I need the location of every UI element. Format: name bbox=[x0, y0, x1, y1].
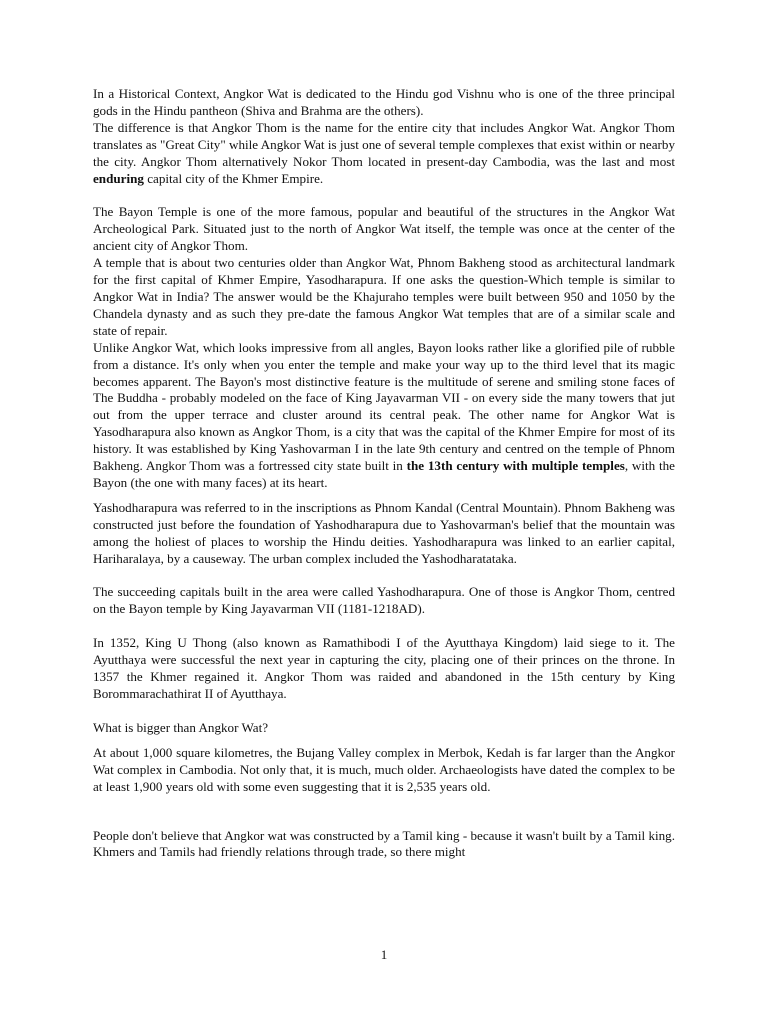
bold-text: the 13th century with multiple temples bbox=[406, 458, 625, 474]
bold-text: enduring bbox=[93, 170, 144, 186]
paragraph-text: The difference is that Angkor Thom is the name for the entire city that includes Angkor Wat. Angkor Thom translates as "Great City" while Angkor Wat is just one of several temple complexes that exist within or nearby the city. Angkor Thom alternatively Nokor Thom located in present-day Cambodia, was the last and most bbox=[93, 119, 675, 169]
paragraph-u-thong-siege: In 1352, King U Thong (also known as Ramathibodi I of the Ayutthaya Kingdom) laid siege to it. The Ayutthaya were successful the next year in capturing the city, placing one of their princes on the throne. In 1357 the Khmer regained it. Angkor Thom was raided and abandoned in the 15th century by King Borommarachathirat II of Ayutthaya. bbox=[93, 635, 675, 701]
paragraph-succeeding-capitals: The succeeding capitals built in the area were called Yashodharapura. One of those is Angkor Thom, centred on the Bayon temple by King Jayavarman VII (1181-1218AD). bbox=[93, 584, 675, 617]
paragraph-yashodharapura: Yashodharapura was referred to in the inscriptions as Phnom Kandal (Central Mountain). Phnom Bakheng was constructed just before the foundation of Yashodharapura due to Yashovarman's belief that the mountain was among the holiest of places to worship the Hindu deities. Yashodharapura was linked to an earlier capital, Hariharalaya, by a causeway. The urban complex included the Yashodharatataka. bbox=[93, 499, 675, 566]
page-number: 1 bbox=[380, 947, 388, 962]
paragraph-unlike-angkor-wat bbox=[93, 340, 675, 492]
paragraph-text: Unlike Angkor Wat, which looks impressive from all angles, Bayon looks rather like a glorified pile of rubble from a distance. It's only when you enter the temple and make your way up to the third level that its magic becomes apparent. The Bayon's most distinctive feature is the multitude of serene and smiling stone faces of The Buddha - probably modeled on the face of King Jayavarman VII - on every side the many towers that jut out from the upper terrace and cluster around its central peak. The other name for Angkor Wat is Yasodharapura also known as Angkor Thom, is a city that was the capital of the Khmer Empire for most of its history. It was established by King Yashovarman I in the late 9th century and centred on the temple of Phnom Bakheng. Angkor Thom was a fortressed city state built in bbox=[93, 339, 675, 474]
paragraph-angkor-thom-difference bbox=[93, 120, 675, 188]
paragraph-bayon-temple: The Bayon Temple is one of the more famous, popular and beautiful of the structures in the Angkor Wat Archeological Park. Situated just to the north of Angkor Wat itself, the temple was once at the center of the ancient city of Angkor Thom. bbox=[93, 204, 675, 254]
paragraph-tamil-king: People don't believe that Angkor wat was constructed by a Tamil king - because it wasn't built by a Tamil king. Khmers and Tamils had friendly relations through trade, so there might bbox=[93, 827, 675, 860]
paragraph-phnom-bakheng: A temple that is about two centuries older than Angkor Wat, Phnom Bakheng stood as architectural landmark for the first capital of Khmer Empire, Yasodharapura. If one asks the question-Which temple is similar to Angkor Wat in India? The answer would be the Khajuraho temples were built between 950 and 1050 by the Chandela dynasty and as such they pre-date the famous Angkor Wat temples that are of a similar scale and state of repair. bbox=[93, 255, 675, 338]
document-body bbox=[93, 86, 675, 861]
paragraph-text: , with the Bayon (the one with many faces) at its heart. bbox=[93, 458, 675, 490]
paragraph-text: capital city of the Khmer Empire. bbox=[143, 170, 324, 186]
paragraph-vishnu-context: In a Historical Context, Angkor Wat is dedicated to the Hindu god Vishnu who is one of the three principal gods in the Hindu pantheon (Shiva and Brahma are the others). bbox=[93, 86, 675, 118]
paragraph-bujang-valley: At about 1,000 square kilometres, the Bujang Valley complex in Merbok, Kedah is far larger than the Angkor Wat complex in Cambodia. Not only that, it is much, much older. Archaeologists have dated the complex to be at least 1,900 years old with some even suggesting that it is 2,535 years old. bbox=[93, 744, 675, 794]
paragraph-question-heading: What is bigger than Angkor Wat? bbox=[93, 719, 269, 735]
